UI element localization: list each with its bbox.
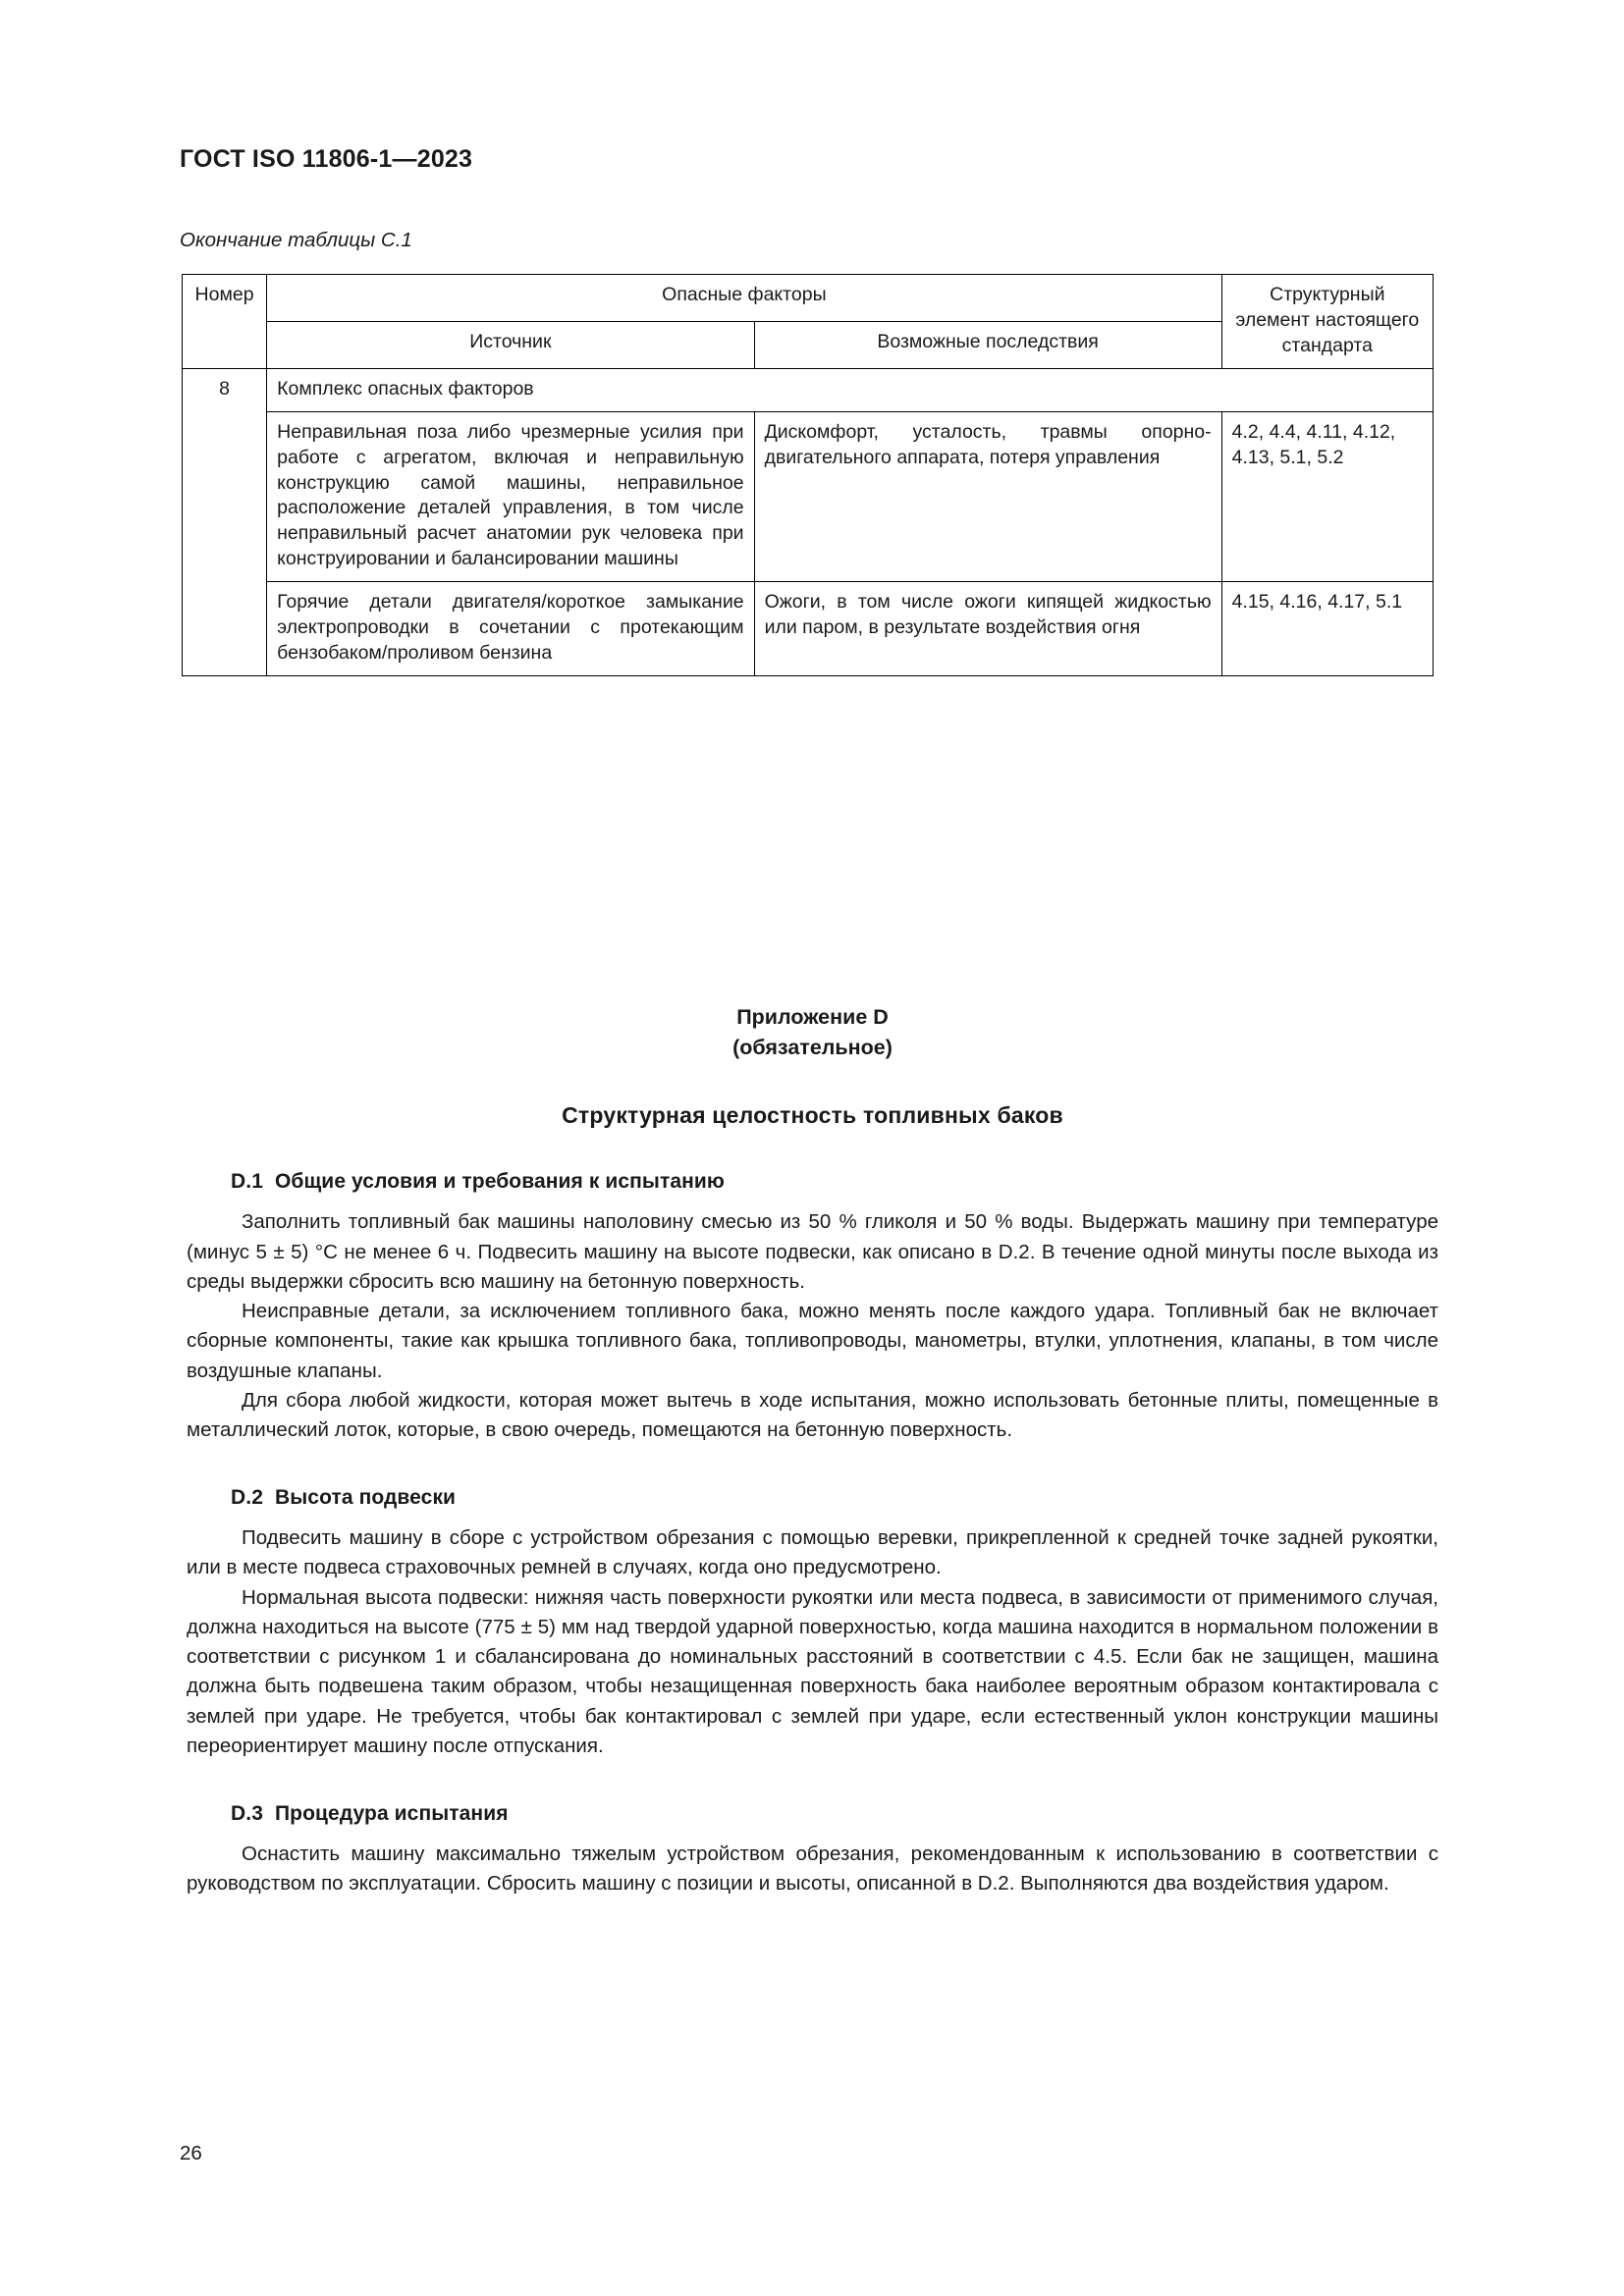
column-header-consequences: Возможные последствия [754, 321, 1221, 368]
table-body [183, 368, 1434, 675]
column-header-number: Номер [183, 275, 267, 369]
table-row [183, 368, 1434, 411]
page-number: 26 [180, 2142, 202, 2164]
paragraph: Нормальная высота подвески: нижняя часть поверхности рукоятки или места подвеса, в зависимости от применимого случая, должна находиться на высоте (775 ± 5) мм над твердой ударной поверхностью, когда машина находится в нормальном положении в соответствии с рисунком 1 и сбалансирована до номинальных расстояний в соответствии с 4.5. Если бак не защищен, машина должна быть подвешена таким образом, чтобы незащищенная поверхность бака наиболее вероятным образом контактировала с землей при ударе. Не требуется, чтобы бак контактировал с землей при ударе, если естественный уклон конструкции машины переориентирует машину после отпускания. [187, 1585, 1438, 1757]
section-number: D.2 [231, 1486, 263, 1510]
table-caption: Окончание таблицы С.1 [180, 229, 412, 251]
paragraph: Неисправные детали, за исключением топливного бака, можно менять после каждого удара. Топливный бак не включает сборные компоненты, такие как крышка топливного бака, топливопроводы, манометры, втулки, уплотнения, клапаны, в том числе воздушные клапаны. [187, 1300, 1438, 1382]
section-heading-d2 [231, 1486, 1438, 1510]
table-header-row-1 [183, 275, 1434, 322]
section-title: Высота подвески [274, 1486, 457, 1510]
annex-name: Структурная целостность топливных баков [562, 1102, 1063, 1129]
running-header: ГОСТ ISO 11806-1—2023 [180, 145, 473, 173]
table-row [183, 411, 1434, 582]
paragraph: Заполнить топливный бак машины наполовину смесью из 50 % гликоля и 50 % воды. Выдержать машину при температуре (минус 5 ± 5) °С не менее 6 ч. Подвесить машину на высоте подвески, как описано в D.2. В течение одной минуты после выхода из среды выдержки сбросить всю машину на бетонную поверхность. [187, 1210, 1438, 1293]
column-header-source: Источник [267, 321, 754, 368]
table-head [183, 275, 1434, 369]
row-group-label-cell: Комплекс опасных факторов [267, 368, 1434, 411]
section-title: Процедура испытания [274, 1802, 509, 1826]
hazard-consequences-cell: Ожоги, в том числе ожоги кипящей жидкостью или паром, в результате воздействия огня [754, 582, 1221, 676]
section-number: D.1 [231, 1170, 263, 1194]
paragraph: Оснастить машину максимально тяжелым устройством обрезания, рекомендованным к использованию в соответствии с руководством по эксплуатации. Сбросить машину с позиции и высоты, описанной в D.2. Выполняются два воздействия ударом. [187, 1842, 1438, 1896]
hazard-consequences-cell: Дискомфорт, усталость, травмы опорно-двигательного аппарата, потеря управления [754, 411, 1221, 582]
column-header-hazards-group: Опасные факторы [267, 275, 1221, 322]
annex-heading-block [187, 1002, 1438, 1129]
section-heading-d3 [231, 1802, 1438, 1826]
paragraph: Подвесить машину в сборе с устройством обрезания с помощью веревки, прикрепленной к средней точке задней рукоятки, или в месте подвеса страховочных ремней в случаях, когда оно предусмотрено. [187, 1526, 1438, 1579]
section-title: Общие условия и требования к испытанию [274, 1170, 725, 1194]
page-content [180, 0, 1438, 1899]
section-heading-d1 [231, 1170, 1438, 1194]
section-number: D.3 [231, 1802, 263, 1826]
hazard-source-cell: Неправильная поза либо чрезмерные усилия при работе с агрегатом, включая и неправильную конструкцию самой машины, неправильное расположение деталей управления, в том числе неправильный расчет анатомии рук человека при конструировании и балансировании машины [267, 411, 754, 582]
hazard-source-cell: Горячие детали двигателя/короткое замыкание электропроводки в сочетании с протекающим бензобаком/проливом бензина [267, 582, 754, 676]
hazards-table [182, 274, 1434, 676]
row-number-cell: 8 [183, 368, 267, 675]
hazard-structural-element-cell: 4.15, 4.16, 4.17, 5.1 [1221, 582, 1433, 676]
paragraph: Для сбора любой жидкости, которая может вытечь в ходе испытания, можно использовать бетонные плиты, помещенные в металлический лоток, которые, в свою очередь, помещаются на бетонную поверхность. [187, 1388, 1438, 1441]
column-header-structural-element: Структурный элемент настоящего стандарта [1221, 275, 1433, 369]
annex-subtitle: (обязательное) [732, 1036, 893, 1060]
table-row [183, 582, 1434, 676]
annex-title: Приложение D [736, 1004, 889, 1029]
hazard-structural-element-cell: 4.2, 4.4, 4.11, 4.12, 4.13, 5.1, 5.2 [1221, 411, 1433, 582]
